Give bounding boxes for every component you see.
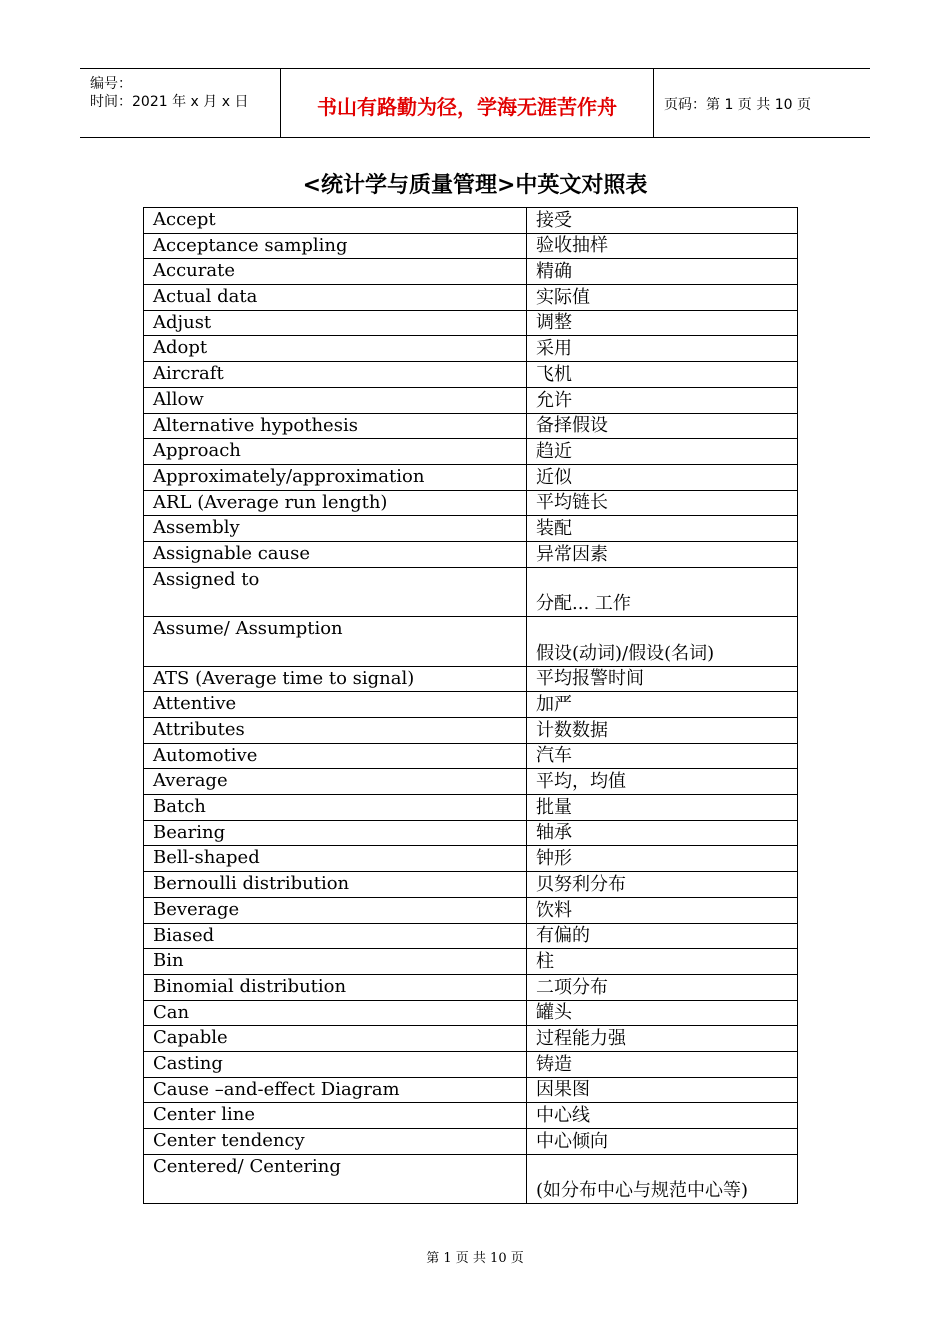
chinese-term-cell: 精确 [527, 259, 798, 285]
chinese-term-cell: 飞机 [527, 362, 798, 388]
document-date-label: 时间：2021 年 x 月 x 日 [90, 94, 249, 110]
chinese-term-cell: 假设(动词)/假设(名词) [527, 617, 798, 667]
table-row [144, 413, 798, 439]
chinese-term-cell: 罐头 [527, 1000, 798, 1026]
chinese-term-cell: 汽车 [527, 743, 798, 769]
english-term-cell: Automotive [144, 743, 527, 769]
motto-text: 书山有路勤为径，学海无涯苦作舟 [317, 95, 617, 119]
chinese-term-cell: 有偏的 [527, 923, 798, 949]
table-row [144, 285, 798, 311]
table-row [144, 846, 798, 872]
glossary-table [143, 207, 798, 1204]
chinese-term-cell: 近似 [527, 464, 798, 490]
chinese-term-cell: 中心倾向 [527, 1129, 798, 1155]
english-term-cell: Biased [144, 923, 527, 949]
table-row [144, 1000, 798, 1026]
english-term-cell: Binomial distribution [144, 974, 527, 1000]
table-row [144, 208, 798, 234]
table-row [144, 233, 798, 259]
table-row [144, 820, 798, 846]
chinese-term-cell: 贝努利分布 [527, 872, 798, 898]
english-term-cell: Assignable cause [144, 541, 527, 567]
table-row [144, 259, 798, 285]
chinese-term-cell: 实际值 [527, 285, 798, 311]
table-row [144, 490, 798, 516]
table-row [144, 567, 798, 617]
english-term-cell: Bearing [144, 820, 527, 846]
table-row [144, 718, 798, 744]
header-meta-cell [80, 69, 281, 137]
chinese-term-cell: 中心线 [527, 1103, 798, 1129]
english-term-cell: Attentive [144, 692, 527, 718]
english-term-cell: Center tendency [144, 1129, 527, 1155]
table-row [144, 541, 798, 567]
english-term-cell: Bell-shaped [144, 846, 527, 872]
chinese-term-cell: 趋近 [527, 439, 798, 465]
table-row [144, 769, 798, 795]
table-row [144, 1129, 798, 1155]
chinese-term-cell: 装配 [527, 516, 798, 542]
chinese-term-cell: 分配... 工作 [527, 567, 798, 617]
chinese-term-cell: 验收抽样 [527, 233, 798, 259]
english-term-cell: Capable [144, 1026, 527, 1052]
table-row [144, 1077, 798, 1103]
chinese-term-cell: 允许 [527, 387, 798, 413]
chinese-term-cell: 柱 [527, 949, 798, 975]
english-term-cell: Adopt [144, 336, 527, 362]
header-motto-cell [281, 69, 654, 137]
chinese-term-cell: 采用 [527, 336, 798, 362]
english-term-cell: Bin [144, 949, 527, 975]
english-term-cell: ARL (Average run length) [144, 490, 527, 516]
english-term-cell: Bernoulli distribution [144, 872, 527, 898]
english-term-cell: Approximately/approximation [144, 464, 527, 490]
english-term-cell: Cause –and-effect Diagram [144, 1077, 527, 1103]
table-row [144, 1026, 798, 1052]
table-row [144, 516, 798, 542]
chinese-term-cell: 加严 [527, 692, 798, 718]
chinese-term-cell: 备择假设 [527, 413, 798, 439]
chinese-term-cell: 异常因素 [527, 541, 798, 567]
table-row [144, 923, 798, 949]
english-term-cell: Average [144, 769, 527, 795]
english-term-cell: Accurate [144, 259, 527, 285]
table-row [144, 872, 798, 898]
chinese-term-cell: 平均，均值 [527, 769, 798, 795]
chinese-term-cell: 调整 [527, 310, 798, 336]
chinese-term-cell: 过程能力强 [527, 1026, 798, 1052]
english-term-cell: Assume/ Assumption [144, 617, 527, 667]
english-term-cell: Assembly [144, 516, 527, 542]
english-term-cell: Allow [144, 387, 527, 413]
chinese-term-cell: 轴承 [527, 820, 798, 846]
chinese-term-cell: 平均链长 [527, 490, 798, 516]
table-row [144, 949, 798, 975]
page-header [80, 68, 870, 138]
chinese-term-cell: (如分布中心与规范中心等) [527, 1154, 798, 1204]
english-term-cell: Centered/ Centering [144, 1154, 527, 1204]
english-term-cell: Actual data [144, 285, 527, 311]
table-row [144, 1103, 798, 1129]
page-footer: 第 1 页 共 10 页 [426, 1251, 524, 1266]
chinese-term-cell: 批量 [527, 795, 798, 821]
chinese-term-cell: 接受 [527, 208, 798, 234]
english-term-cell: Batch [144, 795, 527, 821]
table-row [144, 1051, 798, 1077]
chinese-term-cell: 饮料 [527, 897, 798, 923]
table-row [144, 336, 798, 362]
english-term-cell: Adjust [144, 310, 527, 336]
english-term-cell: Center line [144, 1103, 527, 1129]
chinese-term-cell: 平均报警时间 [527, 666, 798, 692]
table-row [144, 666, 798, 692]
chinese-term-cell: 钟形 [527, 846, 798, 872]
english-term-cell: Can [144, 1000, 527, 1026]
english-term-cell: Approach [144, 439, 527, 465]
english-term-cell: ATS (Average time to signal) [144, 666, 527, 692]
document-number-label: 编号： [90, 76, 132, 92]
english-term-cell: Beverage [144, 897, 527, 923]
glossary-table-body [144, 208, 798, 1204]
page-number-label: 页码：第 1 页 共 10 页 [664, 97, 811, 113]
chinese-term-cell: 计数数据 [527, 718, 798, 744]
document-title: <统计学与质量管理>中英文对照表 [302, 173, 648, 198]
table-row [144, 974, 798, 1000]
english-term-cell: Aircraft [144, 362, 527, 388]
table-row [144, 310, 798, 336]
chinese-term-cell: 铸造 [527, 1051, 798, 1077]
english-term-cell: Assigned to [144, 567, 527, 617]
table-row [144, 439, 798, 465]
header-page-cell [654, 69, 870, 137]
table-row [144, 1154, 798, 1204]
chinese-term-cell: 二项分布 [527, 974, 798, 1000]
table-row [144, 362, 798, 388]
chinese-term-cell: 因果图 [527, 1077, 798, 1103]
english-term-cell: Casting [144, 1051, 527, 1077]
table-row [144, 464, 798, 490]
table-row [144, 387, 798, 413]
table-row [144, 617, 798, 667]
english-term-cell: Attributes [144, 718, 527, 744]
english-term-cell: Alternative hypothesis [144, 413, 527, 439]
english-term-cell: Accept [144, 208, 527, 234]
table-row [144, 692, 798, 718]
table-row [144, 795, 798, 821]
table-row [144, 897, 798, 923]
table-row [144, 743, 798, 769]
english-term-cell: Acceptance sampling [144, 233, 527, 259]
